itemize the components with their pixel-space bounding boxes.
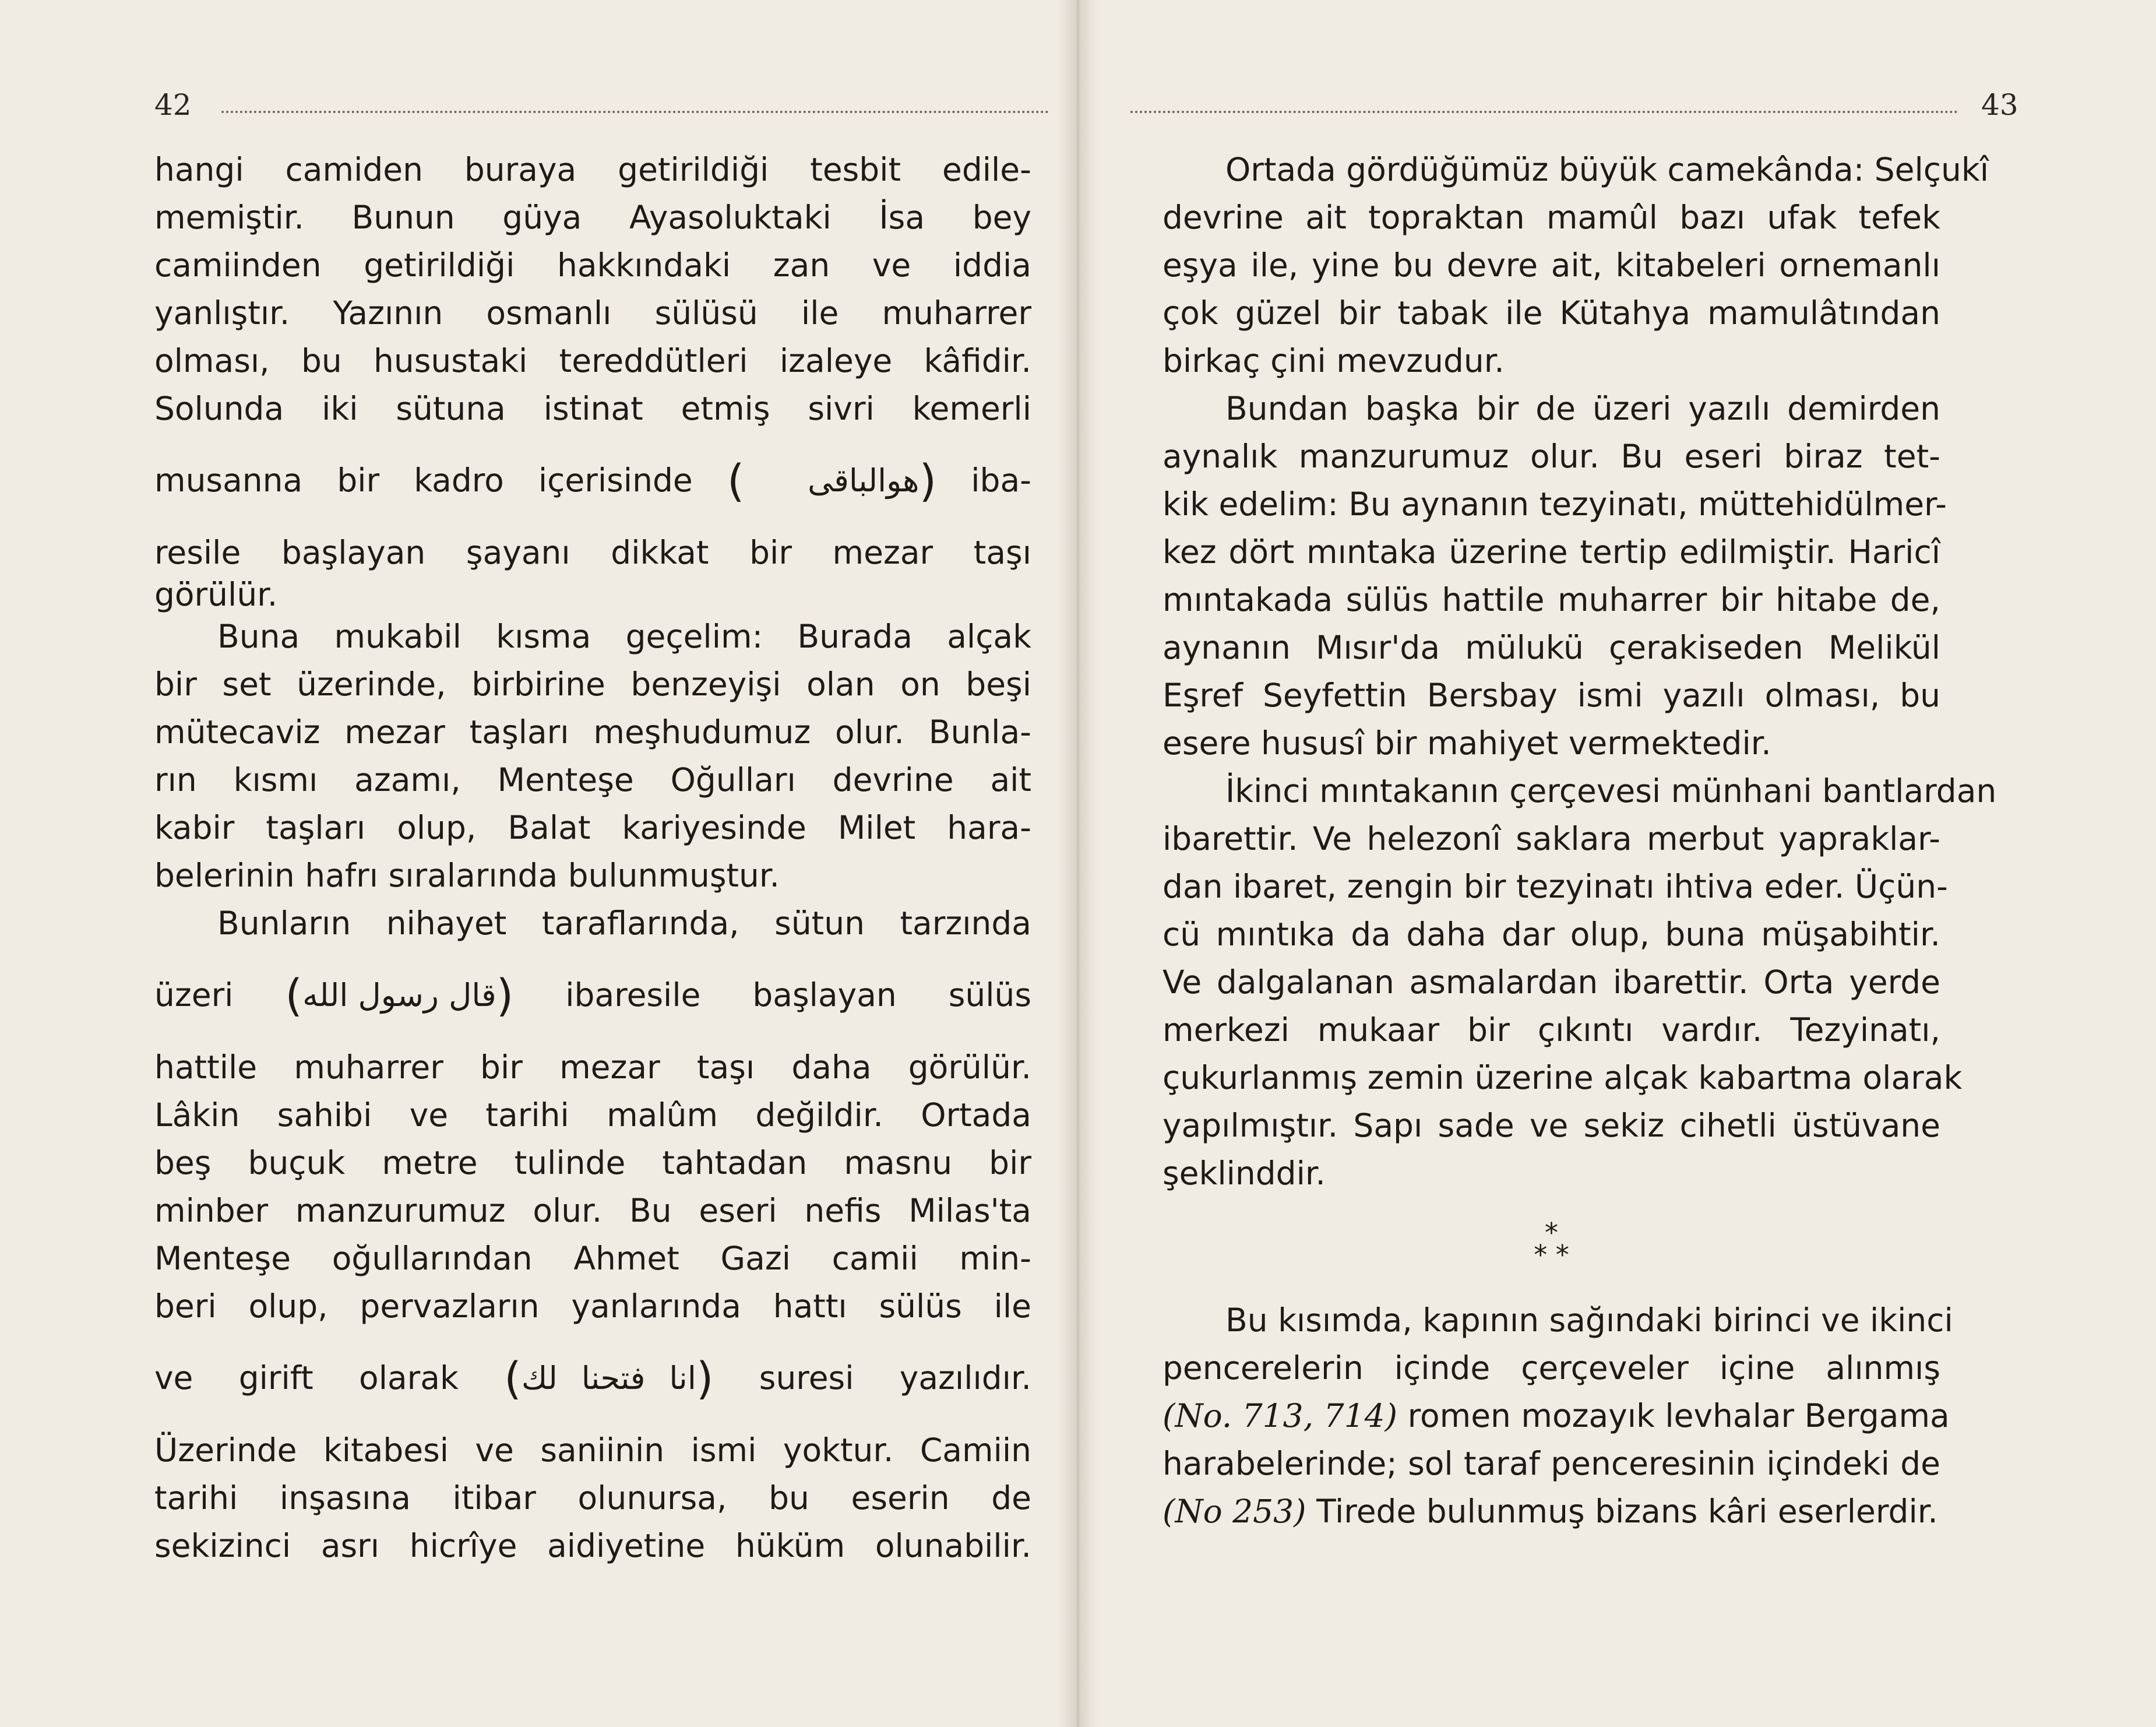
text-line: dan ibaret, zengin bir tezyinatı ihtiva eder. Üçün- bbox=[1162, 868, 1948, 905]
right-body-text bbox=[1162, 146, 1997, 1535]
text-line: resile başlayan şayanı dikkat bir mezar taşı bbox=[154, 534, 1031, 571]
paragraph-first-line: Bunların nihayet taraflarında, sütun tarzında bbox=[217, 905, 1031, 942]
paragraph-first-line: Bundan başka bir de üzeri yazılı demirden bbox=[1225, 390, 1940, 427]
arabic-inscription: قال رسول الله bbox=[302, 977, 496, 1014]
section-divider-asterism bbox=[1162, 1197, 1940, 1296]
arabic-inline-line-2 bbox=[154, 947, 1031, 1043]
close-paren: ) bbox=[696, 1352, 714, 1404]
text-fragment: üzeri bbox=[154, 976, 234, 1014]
catalog-reference: (No 253) bbox=[1162, 1493, 1306, 1530]
paragraph-first-line: Bu kısımda, kapının sağındaki birinci ve ikinci bbox=[1225, 1302, 1953, 1339]
text-line: Ve dalgalanan asmalardan ibarettir. Orta yerde bbox=[1162, 963, 1940, 1001]
text-line: merkezi mukaar bir çıkıntı vardır. Tezyinatı, bbox=[1162, 1011, 1940, 1049]
text-line: ibarettir. Ve helezonî saklara merbut yapraklar- bbox=[1162, 820, 1940, 857]
text-line: kik edelim: Bu aynanın tezyinatı, müttehidülmer- bbox=[1162, 486, 1947, 523]
arabic-inscription: انا فتحنا لك bbox=[521, 1360, 696, 1397]
text-line: bir set üzerinde, birbirine benzeyişi olan on beşi bbox=[154, 666, 1031, 703]
text-line: çok güzel bir tabak ile Kütahya mamulâtından bbox=[1162, 294, 1940, 332]
left-body-text bbox=[154, 146, 1031, 1570]
close-paren: ) bbox=[496, 969, 514, 1021]
arabic-inline-line-1 bbox=[154, 432, 1031, 529]
text-line: beş buçuk metre tulinde tahtadan masnu bir bbox=[154, 1144, 1031, 1181]
text-line-with-reference bbox=[1162, 1392, 1950, 1440]
text-line: kabir taşları olup, Balat kariyesinde Milet hara- bbox=[154, 809, 1031, 846]
text-line: birkaç çini mevzudur. bbox=[1162, 342, 1505, 379]
text-fragment: romen mozayık levhalar Bergama bbox=[1407, 1397, 1950, 1434]
paragraph-first-line: Buna mukabil kısma geçelim: Burada alçak bbox=[217, 618, 1031, 655]
page-number-left: 42 bbox=[154, 88, 192, 122]
text-line: sekizinci asrı hicrîye aidiyetine hüküm olunabilir. bbox=[154, 1527, 1031, 1564]
text-line: görülür. bbox=[154, 576, 278, 613]
text-line: rın kısmı azamı, Menteşe Oğulları devrine ait bbox=[154, 761, 1031, 799]
text-line: cü mıntıka da daha dar olup, buna müşabihtir. bbox=[1162, 916, 1940, 953]
text-fragment: iba- bbox=[971, 462, 1032, 499]
text-line: yapılmıştır. Sapı sade ve sekiz cihetli üstüvane bbox=[1162, 1107, 1940, 1144]
header-rule-right bbox=[1130, 111, 1958, 113]
text-line: tarihi inşasına itibar olunursa, bu eserin de bbox=[154, 1479, 1031, 1517]
text-line: Lâkin sahibi ve tarihi malûm değildir. Ortada bbox=[154, 1096, 1031, 1134]
paragraph-first-line: İkinci mıntakanın çerçevesi münhani bantlardan bbox=[1225, 772, 1997, 810]
arabic-inline-line-3 bbox=[154, 1330, 1031, 1426]
text-line: aynanın Mısır'da mülukü çerakiseden Melikül bbox=[1162, 629, 1940, 666]
open-paren: ( bbox=[285, 969, 303, 1021]
text-line: hattile muharrer bir mezar taşı daha görülür. bbox=[154, 1049, 1031, 1086]
text-line: yanlıştır. Yazının osmanlı sülüsü ile muharrer bbox=[154, 294, 1031, 332]
text-fragment: Tirede bulunmuş bizans kâri eserlerdir. bbox=[1316, 1493, 1938, 1530]
close-paren: ) bbox=[919, 455, 937, 507]
paragraph-first-line: Ortada gördüğümüz büyük camekânda: Selçukî bbox=[1225, 151, 1989, 188]
header-rule-left bbox=[221, 111, 1049, 113]
asterism-bottom: * * bbox=[1534, 1239, 1569, 1271]
arabic-inscription: هوالباقى bbox=[808, 462, 920, 499]
text-line: esere hususî bir mahiyet vermektedir. bbox=[1162, 724, 1771, 762]
text-line: beri olup, pervazların yanlarında hattı sülüs ile bbox=[154, 1288, 1031, 1325]
text-line: eşya ile, yine bu devre ait, kitabeleri ornemanlı bbox=[1162, 247, 1940, 284]
text-line: Üzerinde kitabesi ve saniinin ismi yoktur. Camiin bbox=[154, 1431, 1031, 1469]
text-line-with-reference bbox=[1162, 1487, 1940, 1535]
asterism-top: * bbox=[1545, 1217, 1558, 1248]
text-line: şeklinddir. bbox=[1162, 1155, 1326, 1192]
text-line: Menteşe oğullarından Ahmet Gazi camii min- bbox=[154, 1240, 1031, 1277]
text-fragment: musanna bir kadro içerisinde bbox=[154, 462, 693, 499]
open-paren: ( bbox=[727, 455, 745, 507]
text-line: pencerelerin içinde çerçeveler içine alınmış bbox=[1162, 1349, 1940, 1387]
text-line: devrine ait topraktan mamûl bazı ufak tefek bbox=[1162, 199, 1940, 236]
text-fragment: suresi yazılıdır. bbox=[759, 1359, 1031, 1397]
text-line: kez dört mıntaka üzerine tertip edilmiştir. Haricî bbox=[1162, 533, 1940, 571]
catalog-reference: (No. 713, 714) bbox=[1162, 1397, 1398, 1434]
text-line: minber manzurumuz olur. Bu eseri nefis Milas'ta bbox=[154, 1192, 1031, 1229]
text-line: çukurlanmış zemin üzerine alçak kabartma olarak bbox=[1162, 1059, 1963, 1096]
text-fragment: ibaresile başlayan sülüs bbox=[565, 976, 1032, 1014]
text-line: mütecaviz mezar taşları meşhudumuz olur. Bunla- bbox=[154, 713, 1031, 751]
text-line: aynalık manzurumuz olur. Bu eseri biraz tet- bbox=[1162, 438, 1940, 475]
text-fragment: ve girift olarak bbox=[154, 1359, 459, 1397]
text-line: hangi camiden buraya getirildiği tesbit edile- bbox=[154, 151, 1031, 188]
open-paren: ( bbox=[504, 1352, 522, 1404]
text-line: memiştir. Bunun güya Ayasoluktaki İsa bey bbox=[154, 199, 1031, 236]
text-line: olması, bu husustaki tereddütleri izaleye kâfidir. bbox=[154, 342, 1031, 379]
text-line: Eşref Seyfettin Bersbay ismi yazılı olması, bu bbox=[1162, 677, 1940, 714]
page-number-right: 43 bbox=[1981, 88, 2018, 122]
text-line: mıntakada sülüs hattile muharrer bir hitabe de, bbox=[1162, 581, 1940, 618]
text-line: Solunda iki sütuna istinat etmiş sivri kemerli bbox=[154, 390, 1031, 427]
text-line: harabelerinde; sol taraf penceresinin içindeki de bbox=[1162, 1445, 1940, 1482]
text-line: belerinin hafrı sıralarında bulunmuştur. bbox=[154, 857, 780, 894]
right-page bbox=[1078, 0, 2156, 1727]
text-line: camiinden getirildiği hakkındaki zan ve iddia bbox=[154, 247, 1031, 284]
